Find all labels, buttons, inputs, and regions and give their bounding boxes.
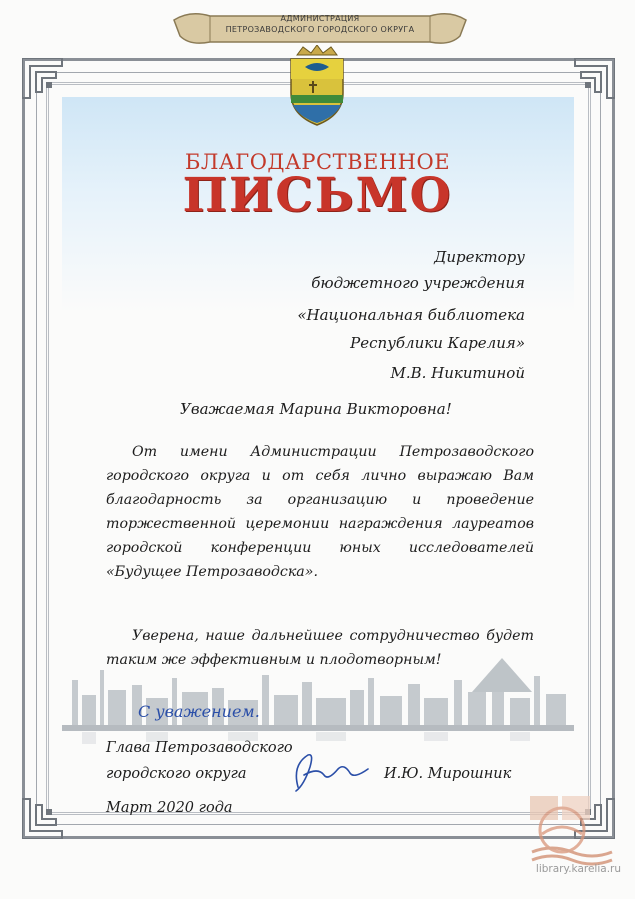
body-paragraph-1 — [106, 440, 534, 584]
signatory-name: И.Ю. Мирошник — [384, 766, 512, 782]
frame-corner-ornament — [22, 58, 80, 116]
closing-regards: С уважением. — [138, 702, 260, 721]
address-line-5: М.В. Никитиной — [390, 364, 525, 382]
paragraph-line: городского округа и от себя лично выражаю Вам — [106, 468, 534, 484]
paragraph-line: городской конференции юных исследователей — [106, 540, 534, 556]
site-watermark: library.karelia.ru — [535, 863, 621, 875]
paragraph-line: «Будущее Петрозаводска». — [106, 564, 318, 580]
banner-line-1: АДМИНИСТРАЦИЯ — [280, 14, 360, 23]
body-paragraph-2 — [106, 624, 534, 672]
address-line-3: «Национальная библиотека — [297, 306, 525, 324]
signatory-position-line-1: Глава Петрозаводского — [106, 740, 293, 756]
coat-of-arms-emblem — [283, 45, 351, 127]
library-logo-stamp — [522, 790, 617, 870]
address-line-4: Республики Карелия» — [350, 334, 525, 352]
paragraph-line: таким же эффективным и плодотворным! — [106, 652, 442, 668]
title-subheading: БЛАГОДАРСТВЕННОЕ — [184, 150, 451, 174]
address-line-1: Директору — [434, 248, 525, 266]
title-heading: ПИСЬМО — [182, 168, 453, 223]
signatory-position-line-2: городского округа — [106, 766, 247, 782]
salutation: Уважаемая Марина Викторовна! — [180, 400, 452, 418]
banner-line-2: ПЕТРОЗАВОДСКОГО ГОРОДСКОГО ОКРУГА — [225, 25, 415, 34]
paragraph-line: Уверена, наше дальнейшее сотрудничество будет — [132, 628, 534, 644]
banner-text — [200, 13, 440, 35]
paragraph-line: торжественной церемонии награждения лауреатов — [106, 516, 534, 532]
address-line-2: бюджетного учреждения — [311, 274, 525, 292]
paragraph-line: От имени Администрации Петрозаводского — [132, 444, 534, 460]
frame-corner-ornament — [557, 58, 615, 116]
letter-date: Март 2020 года — [106, 800, 233, 816]
paragraph-line: благодарность за организацию и проведение — [106, 492, 534, 508]
handwritten-signature — [268, 745, 378, 795]
frame-corner-ornament — [22, 781, 80, 839]
